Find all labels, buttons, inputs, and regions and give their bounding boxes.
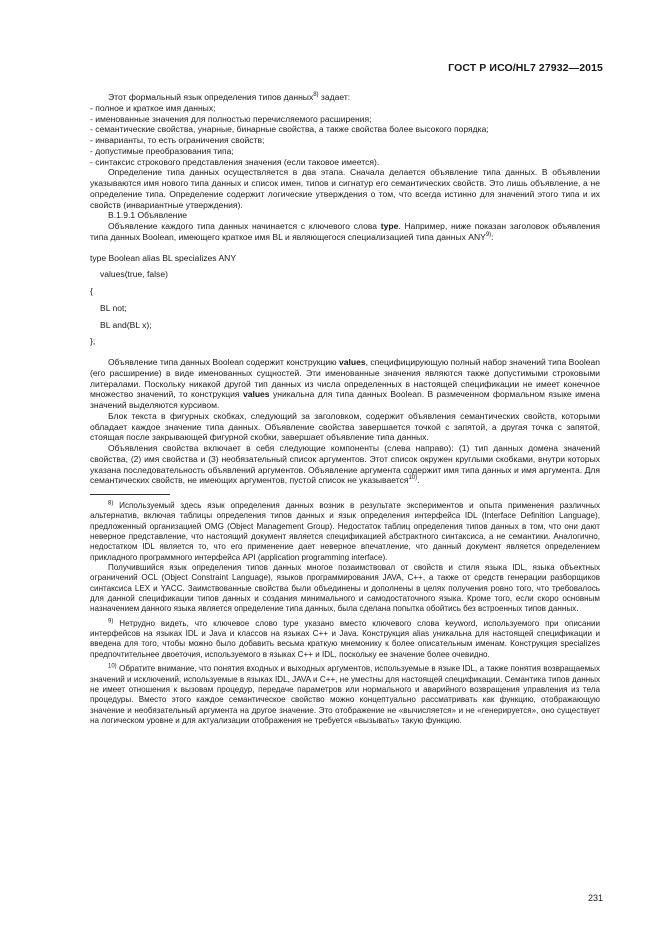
- para3-text-c: уникальна для типа данных Boolean. В размеченном формальном языке имена значений выделяются курсивом.: [90, 389, 600, 410]
- footnote-ref-10: 10): [408, 475, 418, 482]
- list-item: - именованные значения для полностью перечисляемого расширения;: [90, 113, 372, 124]
- footnote-8-continued: Получившийся язык определения типов данных многое позаимствовал от свойств и стиля языка IDL, языка объектных ограничений OCL (Object Constraint Language), языков программирования JAVA, C++, а также от средств генерации разборщиков синтаксиса LEX и YACC. Заимствованные свойства были объединены и дополнены в целях получения ровно того, что требовалось для данной спецификации типов данных и создания минимального и самодостаточного языка. Кроме того, если скоро основным назначением данного языка является определение типа данных, была сделана попытка обойтись без встроенных типов данных.: [90, 563, 600, 614]
- keyword-values: values: [338, 357, 366, 367]
- para2-text-b: . Например, ниже показан заголовок объявления типа данных Boolean, имеющего краткое имя BL и являющегося специализацией типа данных ANY: [90, 221, 600, 242]
- footnote-10: [90, 664, 600, 726]
- main-text: [90, 92, 600, 726]
- code-line: };: [90, 336, 96, 347]
- list-item: - полное и краткое имя данных;: [90, 102, 216, 113]
- code-block: [90, 253, 600, 348]
- list-item: - допустимые преобразования типа;: [90, 145, 234, 156]
- page-number: 231: [587, 893, 603, 903]
- footnote-text: Используемый здесь язык определения данных возник в результате экспериментов и опыта применения различных альтернатив, включая таблицы определения типов данных и язык определения интерфейса IDL (Interface Definition Language), предложенный организацией OMG (Object Management Group). Недостаток таблиц определения типов данных в том, что они дают неверное представление, что настоящий документ является спецификацией абстрактного синтаксиса, а не семантики. Аналогично, недостатком IDL является то, что его применение дает неверное впечатление, что данный документ является определением прикладного программного интерфейса API (application programming interface).: [90, 501, 600, 562]
- footnote-text: Обратите внимание, что понятия входных и выходных аргументов, используемые в языке IDL, а также понятия возвращаемых значений и исключений, используемые в языках IDL, JAVA и C++, не уместны для настоящей спецификации. Семантика типов данных не имеет отношения к вызовам процедур, передаче параметров или нормального и аварийного возвращения управления из тела процедуры. Вместо этого каждое семантическое свойство можно концептуально рассматривать как функцию, отображающую значение и необязательный аргумента на другое значение. Это отображение не «вычисляется» и не «генерируется», оно существует на логическом уровне и для актуализации отображения не требуется «вызывать» такую функцию.: [90, 664, 600, 725]
- section-heading: B.1.9.1 Объявление: [108, 210, 188, 221]
- footnote-8: [90, 501, 600, 563]
- intro-line: [90, 92, 600, 103]
- list-item: - синтаксис строкового представления значения (если таковое имеется).: [90, 156, 380, 167]
- footnotes: [90, 501, 600, 726]
- para2-text: Объявление каждого типа данных начинается с ключевого слова: [108, 221, 381, 231]
- para5-text: Объявления свойства включает в себя следующие компоненты (слева направо): (1) тип данных домена значений свойства, (2) имя свойства и (3) необязательный список аргументов. Этот список окружен круглыми скобками, внутри которых указана последовательность объявлений аргументов. Объявление аргумента содержит имя типа данных и имя аргумента. Для семантических свойств, не имеющих аргументов, пустой список не указывается: [90, 443, 600, 486]
- paragraph-values: [90, 357, 600, 411]
- footnote-text: Нетрудно видеть, что ключевое слово type указано вместо ключевого слова keyword, используемого при описании интерфейсов на языках IDL и Java и классов на языках C++ и Java. Конструкция alias уникальна для настоящей спецификации и введена для того, чтобы можно было добавить весьма краткую мнемонику к более описательным именам. Конструкция specializes предпочтительнее двоеточия, используемого в языках C++ и IDL, поскольку ее значение более очевидно.: [90, 618, 600, 659]
- footnote-mark: 9): [108, 618, 114, 625]
- para2-text-c: :: [491, 231, 494, 242]
- code-line: BL and(BL x);: [100, 319, 152, 330]
- keyword-values: values: [242, 389, 270, 400]
- para3-text-b: , специфицирующую полный набор значений типа Boolean (его расширение) в виде именованных сущностей. Эти именованные значения являются также допустимыми строковыми литералами. Поскольку никакой другой тип данных из числа определенных в настоящей спецификации не имеет конечное множество значений, то конструкция: [90, 357, 600, 400]
- footnote-divider: [90, 494, 170, 495]
- document-header: ГОСТ Р ИСО/HL7 27932—2015: [448, 62, 603, 74]
- paragraph-block: Блок текста в фигурных скобках, следующий за заголовком, содержит объявления семантических свойств, которыми обладает каждое значение типа данных. Объявление свойства завершается точкой с запятой, а другая точка с запятой, стоящая после закрывающей фигурной скобки, завершает объявление типа данных.: [90, 410, 600, 443]
- intro-text: Этот формальный язык определения типов данных: [108, 92, 314, 102]
- code-line: values(true, false): [100, 269, 168, 280]
- footnote-ref-8: 8): [313, 92, 319, 99]
- code-line: type Boolean alias BL specializes ANY: [90, 252, 237, 263]
- paragraph-definition: Определение типа данных осуществляется в два этапа. Сначала делается объявление типа данных. В объявлении указываются имя нового типа данных и список имен, типов и сигнатур его семантических свойств. Это лишь объявление, а не определение типа. Определение содержит логические утверждения о том, что всегда истинно для значений этого типа и их свойств (инвариантные утверждения).: [90, 167, 600, 210]
- code-line: {: [90, 286, 93, 296]
- paragraph-declaration: [90, 221, 600, 243]
- keyword-type: type: [380, 221, 399, 231]
- footnote-mark: 8): [108, 500, 114, 507]
- para5-tail: .: [417, 475, 420, 486]
- intro-tail: задает:: [318, 92, 351, 102]
- footnote-mark: 10): [108, 663, 117, 670]
- list-item: - семантические свойства, унарные, бинарные свойства, а также свойства более высокого порядка;: [90, 124, 489, 135]
- footnote-ref-9: 9): [485, 231, 492, 238]
- footnote-9: [90, 619, 600, 660]
- para3-text: Объявление типа данных Boolean содержит конструкцию: [108, 357, 339, 367]
- paragraph-property: [90, 443, 600, 486]
- code-line: BL not;: [100, 302, 127, 313]
- list-item: - инварианты, то есть ограничения свойств;: [90, 135, 265, 145]
